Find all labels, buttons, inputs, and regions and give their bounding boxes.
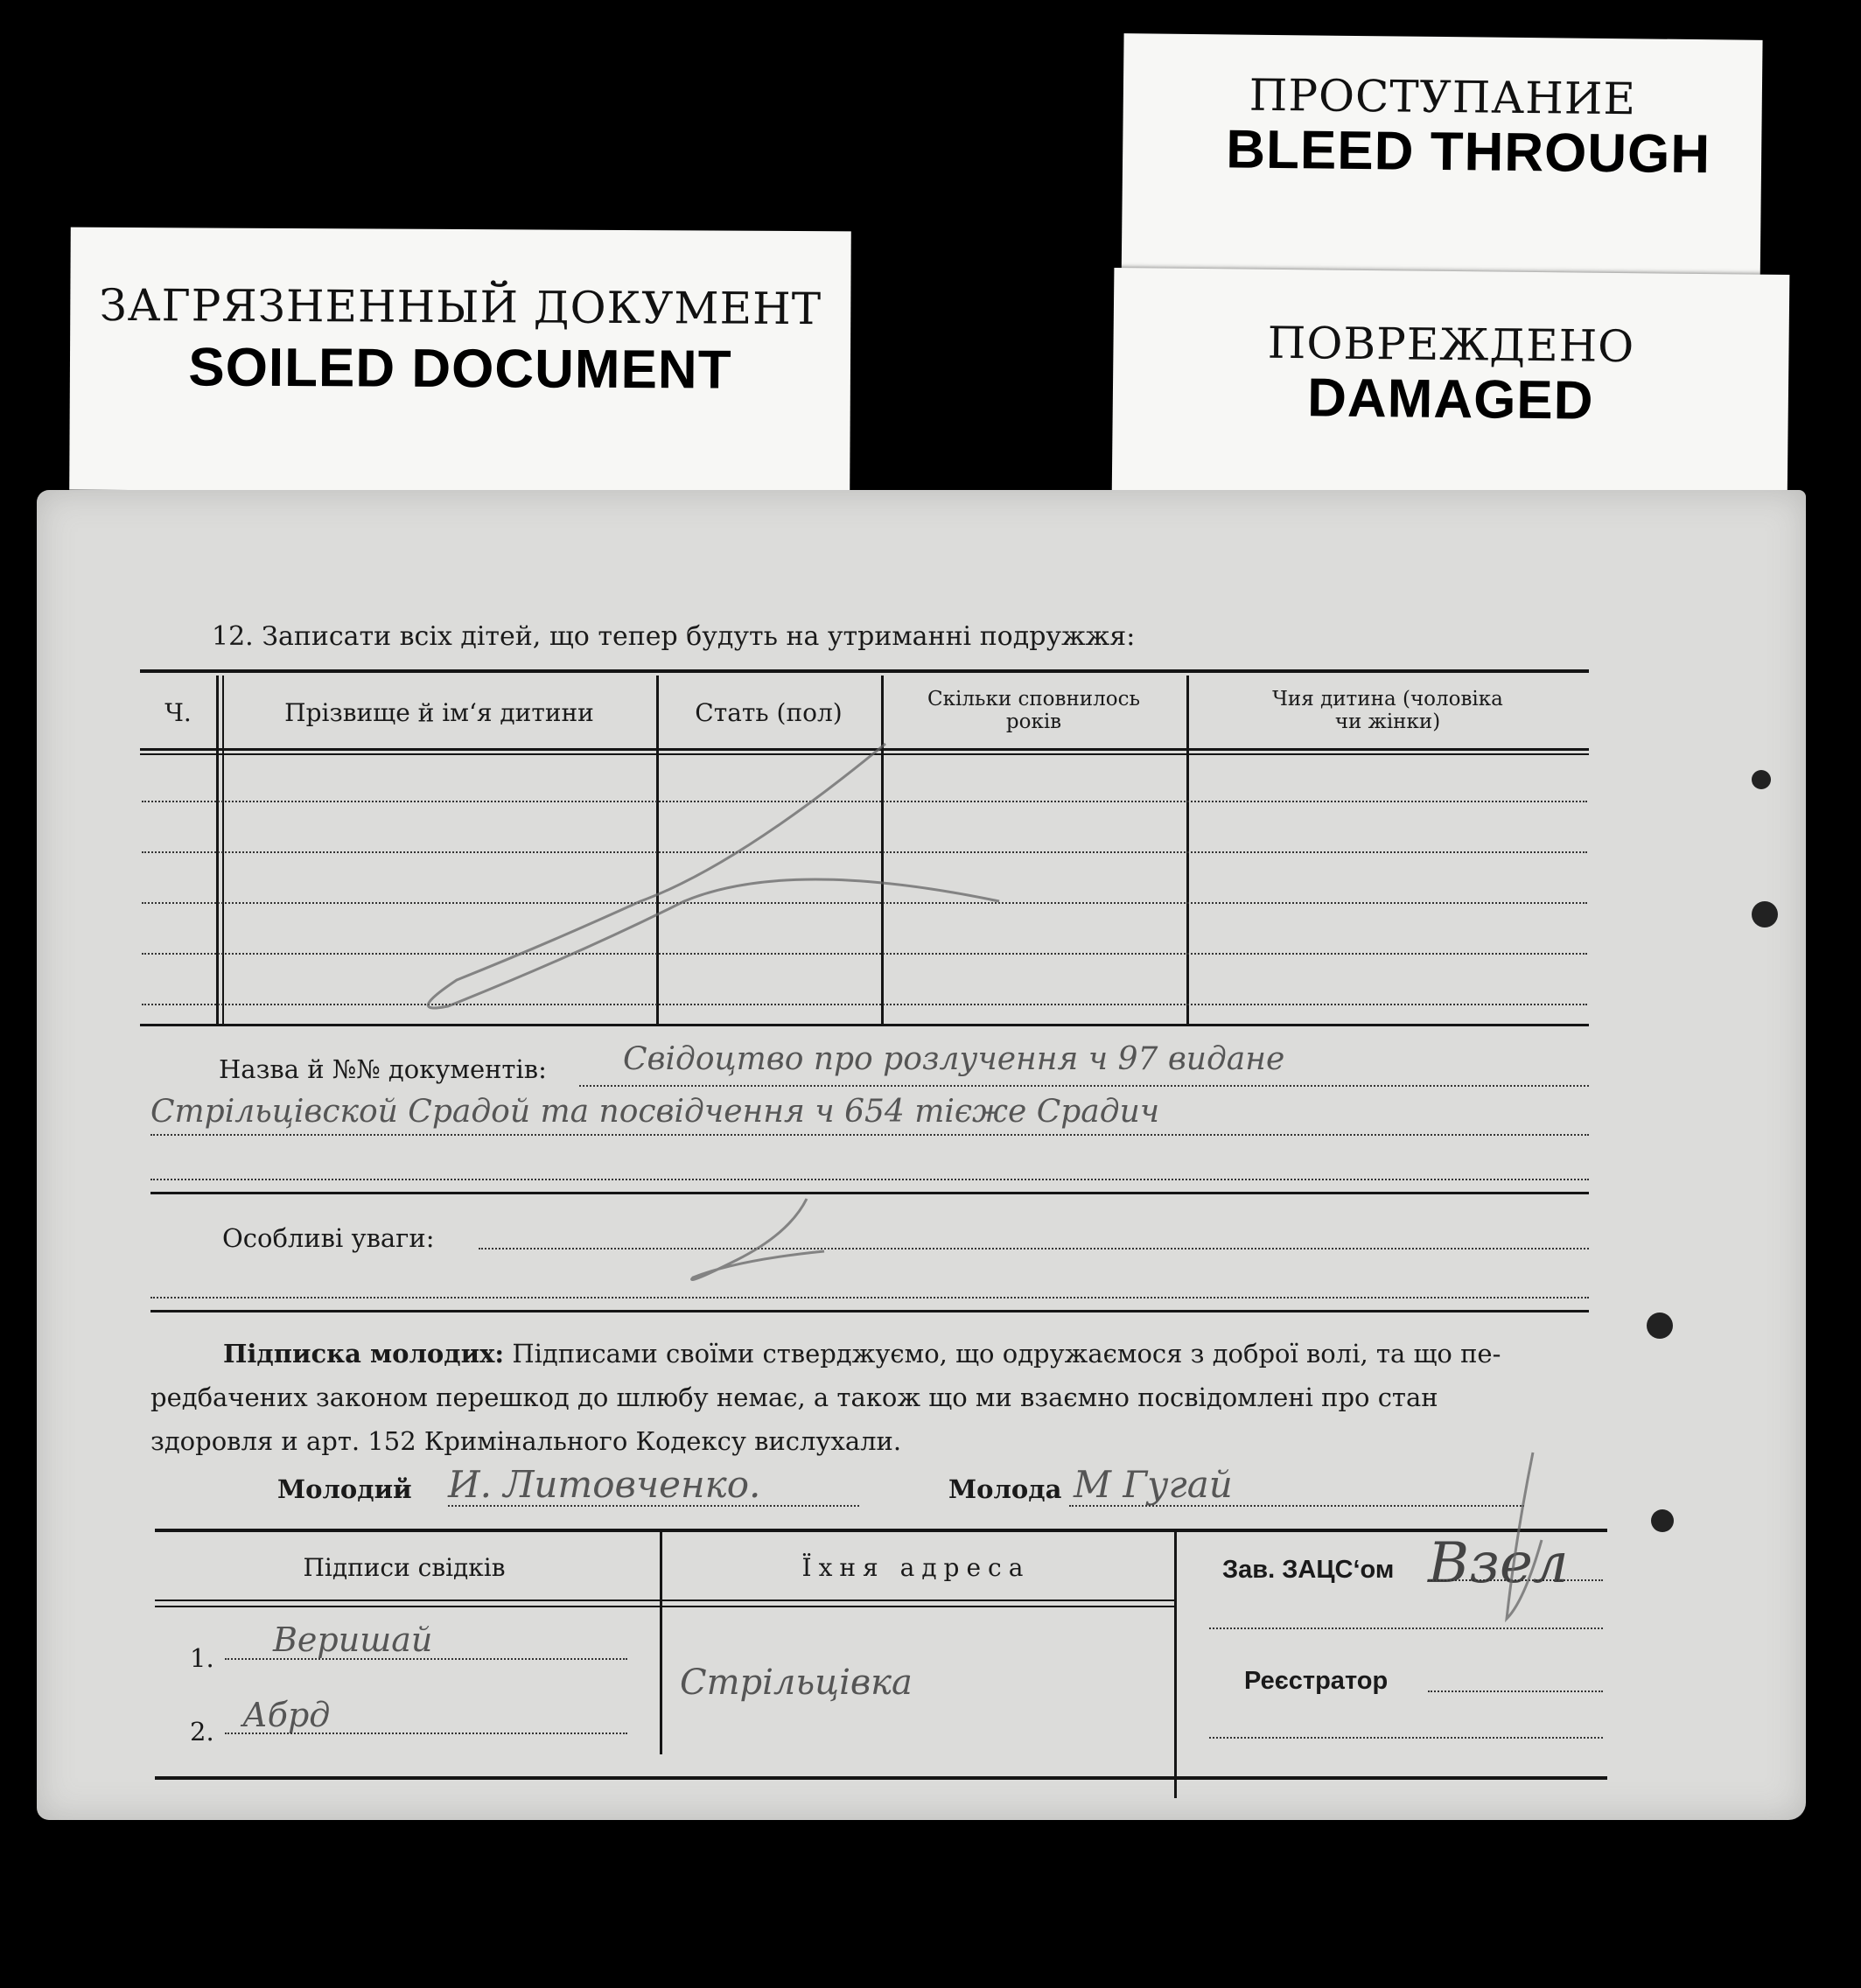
- damaged-tag-ru: ПОВРЕЖДЕНО: [1267, 317, 1635, 373]
- pledge-line2: редбачених законом перешкод до шлюбу немає, а також що ми взаємно посвідомлені про стан: [150, 1382, 1438, 1412]
- binding-hole: [1647, 1312, 1673, 1339]
- bleed-tag-ru: ПРОСТУПАНИЕ: [1249, 69, 1637, 125]
- bride-label: Молода: [948, 1474, 1062, 1504]
- damaged-tag-en: DAMAGED: [1306, 368, 1594, 431]
- groom-signature: И. Литовченко.: [448, 1463, 761, 1506]
- soiled-document-tag: [69, 228, 851, 494]
- soiled-tag-en: SOILED DOCUMENT: [188, 337, 732, 401]
- documents-value-line1: Свідоцтво про розлучення ч 97 видане: [623, 1041, 1285, 1077]
- bleed-tag-en: BLEED THROUGH: [1225, 119, 1711, 186]
- remarks-label: Особливі уваги:: [222, 1223, 435, 1253]
- pledge-title: Підписка молодих:: [223, 1339, 505, 1368]
- pledge-line3: здоровля и арт. 152 Кримінального Кодексу вислухали.: [150, 1426, 902, 1456]
- col-header-name: Прізвище й ім‘я дитини: [284, 698, 594, 727]
- witness1-signature: Веришай: [273, 1620, 433, 1659]
- col-header-sex: Стать (пол): [695, 698, 843, 727]
- col-header-age-line2: років: [1005, 710, 1062, 733]
- pledge-text-1: Підписами своїми стверджуємо, що одружаємося з доброї волі, та що пе-: [512, 1339, 1501, 1368]
- binding-hole: [1752, 770, 1771, 789]
- registrar-label: Реєстратор: [1244, 1667, 1389, 1695]
- binding-hole: [1752, 901, 1778, 928]
- head-signature-stroke: [1507, 1452, 1542, 1619]
- documents-value-line2: Стрільцівской Срадой та посвідчення ч 654 тієже Срадич: [150, 1094, 1160, 1130]
- documents-label: Назва й №№ документів:: [219, 1054, 547, 1084]
- col-header-whose-line2: чи жінки): [1334, 710, 1441, 733]
- pen-strokes: [37, 490, 1806, 1820]
- head-of-registry-label: Зав. ЗАЦС‘ом: [1222, 1556, 1395, 1584]
- soiled-tag-ru: ЗАГРЯЗНЕННЫЙ ДОКУМЕНТ: [99, 279, 822, 335]
- binding-hole: [1651, 1509, 1674, 1532]
- col-header-num: Ч.: [164, 698, 192, 727]
- remarks-cross-stroke: [692, 1199, 824, 1280]
- bride-signature: М Гугай: [1074, 1463, 1233, 1506]
- table-cross-stroke: [428, 744, 999, 1008]
- witness2-signature: Абрд: [242, 1696, 331, 1734]
- witness2-num: 2.: [190, 1717, 214, 1746]
- address-signature: Стрільцівка: [680, 1662, 913, 1703]
- col-header-age-line1: Скільки сповнилось: [927, 688, 1140, 710]
- witnesses-header: Підписи свідків: [303, 1553, 506, 1582]
- groom-label: Молодий: [277, 1474, 412, 1504]
- section-12-title: 12. Записати всіх дітей, що тепер будуть на утриманні подружжя:: [212, 621, 1136, 652]
- head-signature: Взел: [1428, 1531, 1569, 1596]
- marriage-record-sheet: [37, 490, 1806, 1820]
- witness1-num: 1.: [190, 1643, 214, 1673]
- col-header-whose-line1: Чия дитина (чоловіка: [1272, 688, 1503, 710]
- bleed-through-tag: [1121, 33, 1762, 303]
- damaged-tag: [1112, 268, 1790, 511]
- address-header: Їхня адреса: [801, 1553, 1031, 1582]
